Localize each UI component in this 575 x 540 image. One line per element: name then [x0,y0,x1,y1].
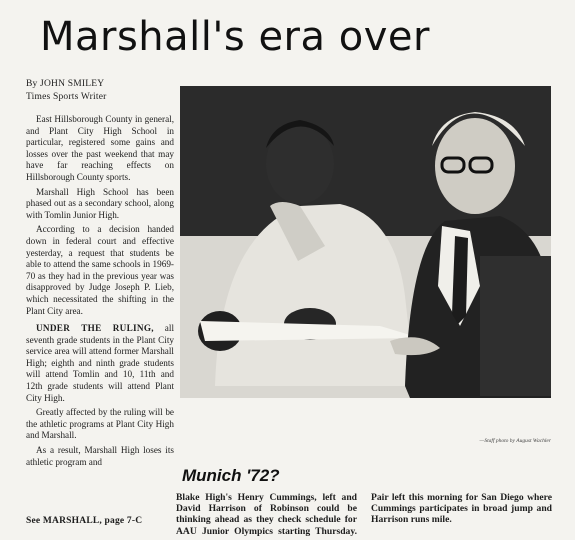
photo-caption: Blake High's Henry Cummings, left and David Harrison of Robinson could be thinking ahead as they check schedule for AAU Junior Olympics starting Thursday. Pair left this morning for San Diego where Cummings participates in broad jump and Harrison runs mile. [176,492,552,537]
photo-credit: —Staff photo by August Wachler [479,438,551,444]
byline-title: Times Sports Writer [26,92,107,102]
article-body [26,114,174,468]
photo-illustration [180,86,551,398]
article-paragraph: According to a decision handed down in federal court and effective yesterday, a request that students be able to attend the same schools in 1969-70 as they had in the previous year was disapproved by Judge Joseph P. Lieb, which necessitated the shifting in the Plant City area. [26,224,174,316]
news-photo [180,86,551,398]
byline [26,78,174,104]
article-paragraph: Marshall High School has been phased out as a secondary school, along with Tomlin Junior High. [26,186,174,220]
article-paragraph [26,323,174,404]
subhead-lead: UNDER THE RULING, [36,323,154,334]
article-column [26,78,174,471]
article-paragraph: East Hillsborough County in general, and Plant City High School in particular, registered some gains and losses over the past weekend that may have far reaching effects on Hillsborough County sports. [26,114,174,182]
headline: Marshall's era over [40,14,430,60]
jump-line: See MARSHALL, page 7-C [26,516,143,526]
article-paragraph: As a result, Marshall High loses its athletic program and [26,445,174,467]
caption-title: Munich '72? [182,466,280,485]
article-paragraph: Greatly affected by the ruling will be the athletic programs at Plant City High and Marshall. [26,407,174,441]
byline-author: By JOHN SMILEY [26,79,105,89]
paragraph-text: all seventh grade students in the Plant City service area will attend former Marshall High; eighth and ninth grade students will attend Tomlin and 10, 11th and 12th grade students will attend Plant City High. [26,323,174,403]
